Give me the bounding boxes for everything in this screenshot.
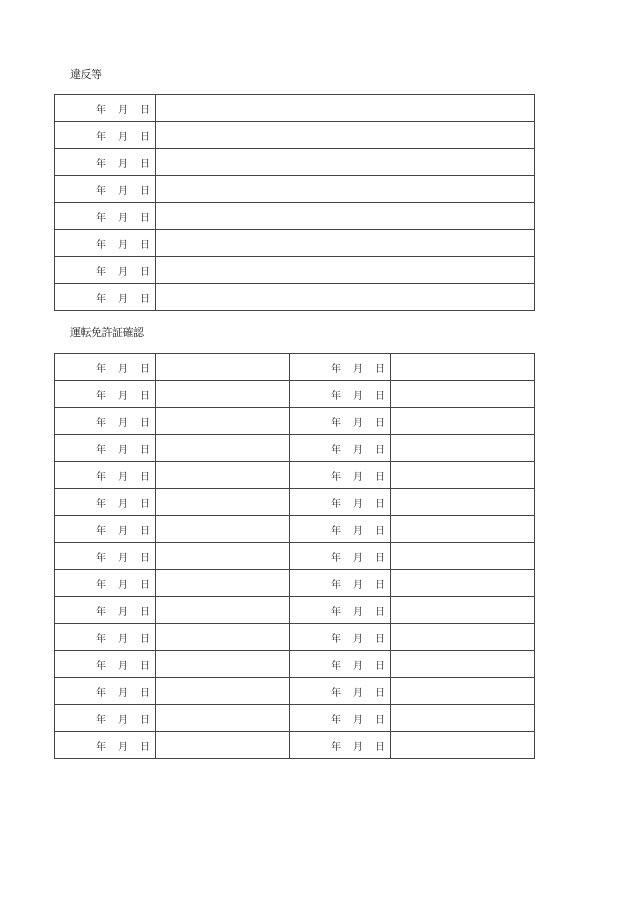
- date-day-label: 日: [375, 498, 385, 510]
- license-check-date-cell[interactable]: [290, 408, 391, 435]
- date-month-label: 月: [353, 741, 363, 753]
- date-day-label: 日: [140, 606, 150, 618]
- license-check-row: [55, 732, 535, 759]
- date-month-label: 月: [118, 239, 128, 251]
- date-year-label: 年: [96, 579, 106, 591]
- date-month-label: 月: [353, 363, 363, 375]
- date-day-label: 日: [140, 444, 150, 456]
- violations-row: [55, 284, 535, 311]
- license-check-entry-cell[interactable]: [156, 408, 290, 435]
- date-month-label: 月: [118, 212, 128, 224]
- date-year-label: 年: [331, 687, 341, 699]
- date-year-label: 年: [331, 444, 341, 456]
- date-day-label: 日: [140, 660, 150, 672]
- date-day-label: 日: [375, 714, 385, 726]
- violations-row: [55, 122, 535, 149]
- license-check-date-cell[interactable]: [55, 408, 156, 435]
- license-check-date-cell[interactable]: [55, 354, 156, 381]
- license-check-date-cell[interactable]: [55, 435, 156, 462]
- date-month-label: 月: [118, 417, 128, 429]
- violation-detail-cell[interactable]: [156, 203, 535, 230]
- license-check-entry-cell[interactable]: [391, 624, 535, 651]
- license-check-date-cell[interactable]: [55, 624, 156, 651]
- date-year-label: 年: [96, 606, 106, 618]
- license-check-row: [55, 570, 535, 597]
- date-month-label: 月: [118, 660, 128, 672]
- date-day-label: 日: [140, 158, 150, 170]
- date-year-label: 年: [96, 363, 106, 375]
- date-month-label: 月: [353, 714, 363, 726]
- license-check-date-cell[interactable]: [290, 705, 391, 732]
- date-year-label: 年: [96, 741, 106, 753]
- license-check-date-cell[interactable]: [55, 381, 156, 408]
- license-check-date-cell[interactable]: [55, 570, 156, 597]
- date-year-label: 年: [96, 158, 106, 170]
- date-year-label: 年: [96, 390, 106, 402]
- license-check-row: [55, 462, 535, 489]
- date-year-label: 年: [331, 606, 341, 618]
- date-month-label: 月: [118, 687, 128, 699]
- license-check-row: [55, 408, 535, 435]
- license-check-entry-cell[interactable]: [156, 597, 290, 624]
- date-year-label: 年: [331, 579, 341, 591]
- date-month-label: 月: [353, 579, 363, 591]
- date-day-label: 日: [140, 687, 150, 699]
- date-day-label: 日: [375, 741, 385, 753]
- date-day-label: 日: [140, 552, 150, 564]
- date-day-label: 日: [375, 390, 385, 402]
- date-year-label: 年: [331, 390, 341, 402]
- license-check-date-cell[interactable]: [290, 651, 391, 678]
- date-month-label: 月: [353, 633, 363, 645]
- violation-date-cell[interactable]: [55, 122, 156, 149]
- date-day-label: 日: [375, 417, 385, 429]
- date-month-label: 月: [118, 714, 128, 726]
- violation-detail-cell[interactable]: [156, 95, 535, 122]
- date-day-label: 日: [140, 293, 150, 305]
- date-month-label: 月: [118, 633, 128, 645]
- date-day-label: 日: [140, 212, 150, 224]
- date-month-label: 月: [118, 390, 128, 402]
- license-check-date-cell[interactable]: [55, 489, 156, 516]
- license-check-row: [55, 678, 535, 705]
- license-check-date-cell[interactable]: [55, 462, 156, 489]
- license-check-date-cell[interactable]: [290, 354, 391, 381]
- license-check-entry-cell[interactable]: [156, 543, 290, 570]
- date-month-label: 月: [353, 552, 363, 564]
- violation-date-cell[interactable]: [55, 95, 156, 122]
- violation-date-cell[interactable]: [55, 203, 156, 230]
- license-check-entry-cell[interactable]: [391, 597, 535, 624]
- date-day-label: 日: [140, 498, 150, 510]
- date-month-label: 月: [118, 158, 128, 170]
- date-month-label: 月: [118, 444, 128, 456]
- date-day-label: 日: [375, 525, 385, 537]
- date-month-label: 月: [353, 417, 363, 429]
- date-month-label: 月: [118, 471, 128, 483]
- date-day-label: 日: [140, 131, 150, 143]
- license-check-row: [55, 597, 535, 624]
- violation-date-cell[interactable]: [55, 257, 156, 284]
- date-day-label: 日: [140, 579, 150, 591]
- date-year-label: 年: [331, 525, 341, 537]
- license-check-row: [55, 354, 535, 381]
- license-check-entry-cell[interactable]: [156, 354, 290, 381]
- date-month-label: 月: [118, 293, 128, 305]
- license-check-entry-cell[interactable]: [156, 570, 290, 597]
- date-month-label: 月: [353, 498, 363, 510]
- license-check-entry-cell[interactable]: [156, 732, 290, 759]
- license-check-entry-cell[interactable]: [391, 489, 535, 516]
- violations-row: [55, 203, 535, 230]
- date-day-label: 日: [140, 266, 150, 278]
- date-month-label: 月: [353, 687, 363, 699]
- date-year-label: 年: [331, 363, 341, 375]
- date-month-label: 月: [118, 266, 128, 278]
- violation-detail-cell[interactable]: [156, 176, 535, 203]
- date-year-label: 年: [96, 633, 106, 645]
- date-year-label: 年: [331, 633, 341, 645]
- date-year-label: 年: [96, 293, 106, 305]
- license-check-date-cell[interactable]: [290, 462, 391, 489]
- date-day-label: 日: [375, 444, 385, 456]
- license-check-date-cell[interactable]: [290, 624, 391, 651]
- date-month-label: 月: [353, 606, 363, 618]
- date-day-label: 日: [140, 390, 150, 402]
- license-check-section-title: 運転免許証確認: [70, 326, 144, 339]
- violation-date-cell[interactable]: [55, 230, 156, 257]
- violations-section-title: 違反等: [70, 68, 102, 81]
- date-month-label: 月: [118, 131, 128, 143]
- date-day-label: 日: [140, 417, 150, 429]
- date-day-label: 日: [140, 185, 150, 197]
- license-check-date-cell[interactable]: [55, 678, 156, 705]
- date-day-label: 日: [375, 552, 385, 564]
- license-check-entry-cell[interactable]: [156, 435, 290, 462]
- date-day-label: 日: [140, 471, 150, 483]
- license-check-entry-cell[interactable]: [391, 570, 535, 597]
- date-day-label: 日: [140, 525, 150, 537]
- date-month-label: 月: [118, 525, 128, 537]
- violation-detail-cell[interactable]: [156, 230, 535, 257]
- license-check-entry-cell[interactable]: [391, 381, 535, 408]
- date-year-label: 年: [331, 417, 341, 429]
- date-month-label: 月: [118, 363, 128, 375]
- license-check-row: [55, 489, 535, 516]
- date-year-label: 年: [331, 660, 341, 672]
- license-check-row: [55, 543, 535, 570]
- date-day-label: 日: [375, 471, 385, 483]
- license-check-date-cell[interactable]: [55, 516, 156, 543]
- date-month-label: 月: [118, 185, 128, 197]
- date-year-label: 年: [96, 471, 106, 483]
- date-day-label: 日: [375, 579, 385, 591]
- violations-row: [55, 149, 535, 176]
- date-month-label: 月: [118, 552, 128, 564]
- date-day-label: 日: [140, 741, 150, 753]
- license-check-date-cell[interactable]: [55, 705, 156, 732]
- license-check-entry-cell[interactable]: [156, 624, 290, 651]
- date-year-label: 年: [96, 239, 106, 251]
- license-check-date-cell[interactable]: [290, 732, 391, 759]
- date-year-label: 年: [96, 104, 106, 116]
- date-day-label: 日: [375, 363, 385, 375]
- license-check-entry-cell[interactable]: [156, 462, 290, 489]
- date-month-label: 月: [353, 525, 363, 537]
- date-month-label: 月: [353, 660, 363, 672]
- date-month-label: 月: [353, 444, 363, 456]
- date-month-label: 月: [118, 498, 128, 510]
- date-day-label: 日: [375, 687, 385, 699]
- license-check-entry-cell[interactable]: [391, 543, 535, 570]
- license-check-date-cell[interactable]: [55, 543, 156, 570]
- license-check-entry-cell[interactable]: [156, 381, 290, 408]
- date-month-label: 月: [118, 104, 128, 116]
- violation-detail-cell[interactable]: [156, 257, 535, 284]
- license-check-date-cell[interactable]: [290, 597, 391, 624]
- license-check-date-cell[interactable]: [290, 489, 391, 516]
- date-year-label: 年: [96, 444, 106, 456]
- violation-date-cell[interactable]: [55, 176, 156, 203]
- license-check-entry-cell[interactable]: [156, 705, 290, 732]
- date-month-label: 月: [353, 471, 363, 483]
- license-check-entry-cell[interactable]: [391, 408, 535, 435]
- date-year-label: 年: [96, 266, 106, 278]
- date-month-label: 月: [118, 741, 128, 753]
- license-check-date-cell[interactable]: [290, 678, 391, 705]
- license-check-entry-cell[interactable]: [391, 732, 535, 759]
- license-check-row: [55, 651, 535, 678]
- license-check-row: [55, 381, 535, 408]
- violations-row: [55, 176, 535, 203]
- date-year-label: 年: [96, 212, 106, 224]
- date-year-label: 年: [331, 552, 341, 564]
- license-check-date-cell[interactable]: [55, 732, 156, 759]
- license-check-date-cell[interactable]: [290, 543, 391, 570]
- date-day-label: 日: [140, 633, 150, 645]
- date-year-label: 年: [96, 714, 106, 726]
- license-check-entry-cell[interactable]: [156, 678, 290, 705]
- date-year-label: 年: [331, 714, 341, 726]
- violation-date-cell[interactable]: [55, 149, 156, 176]
- license-check-date-cell[interactable]: [290, 381, 391, 408]
- license-check-entry-cell[interactable]: [391, 354, 535, 381]
- date-day-label: 日: [140, 239, 150, 251]
- violation-detail-cell[interactable]: [156, 122, 535, 149]
- license-check-row: [55, 516, 535, 543]
- license-check-entry-cell[interactable]: [156, 516, 290, 543]
- license-check-row: [55, 705, 535, 732]
- date-year-label: 年: [96, 131, 106, 143]
- license-check-row: [55, 624, 535, 651]
- license-check-entry-cell[interactable]: [391, 678, 535, 705]
- license-check-row: [55, 435, 535, 462]
- date-day-label: 日: [375, 660, 385, 672]
- license-check-entry-cell[interactable]: [391, 462, 535, 489]
- date-day-label: 日: [140, 104, 150, 116]
- license-check-date-cell[interactable]: [55, 651, 156, 678]
- date-day-label: 日: [375, 633, 385, 645]
- date-year-label: 年: [96, 687, 106, 699]
- license-check-date-cell[interactable]: [290, 516, 391, 543]
- date-year-label: 年: [331, 498, 341, 510]
- violation-date-cell[interactable]: [55, 284, 156, 311]
- license-check-entry-cell[interactable]: [156, 651, 290, 678]
- license-check-table: [54, 353, 535, 759]
- violation-detail-cell[interactable]: [156, 284, 535, 311]
- date-year-label: 年: [331, 471, 341, 483]
- date-year-label: 年: [331, 741, 341, 753]
- date-month-label: 月: [118, 579, 128, 591]
- date-year-label: 年: [96, 185, 106, 197]
- date-year-label: 年: [96, 417, 106, 429]
- license-check-entry-cell[interactable]: [156, 489, 290, 516]
- license-check-entry-cell[interactable]: [391, 435, 535, 462]
- license-check-entry-cell[interactable]: [391, 705, 535, 732]
- date-day-label: 日: [140, 363, 150, 375]
- license-check-date-cell[interactable]: [55, 597, 156, 624]
- date-year-label: 年: [96, 498, 106, 510]
- license-check-entry-cell[interactable]: [391, 516, 535, 543]
- violations-row: [55, 230, 535, 257]
- date-month-label: 月: [353, 390, 363, 402]
- license-check-date-cell[interactable]: [290, 435, 391, 462]
- violations-row: [55, 257, 535, 284]
- date-day-label: 日: [140, 714, 150, 726]
- violation-detail-cell[interactable]: [156, 149, 535, 176]
- license-check-date-cell[interactable]: [290, 570, 391, 597]
- date-day-label: 日: [375, 606, 385, 618]
- violations-table: [54, 94, 535, 311]
- date-year-label: 年: [96, 525, 106, 537]
- date-month-label: 月: [118, 606, 128, 618]
- date-year-label: 年: [96, 660, 106, 672]
- violations-row: [55, 95, 535, 122]
- date-year-label: 年: [96, 552, 106, 564]
- license-check-entry-cell[interactable]: [391, 651, 535, 678]
